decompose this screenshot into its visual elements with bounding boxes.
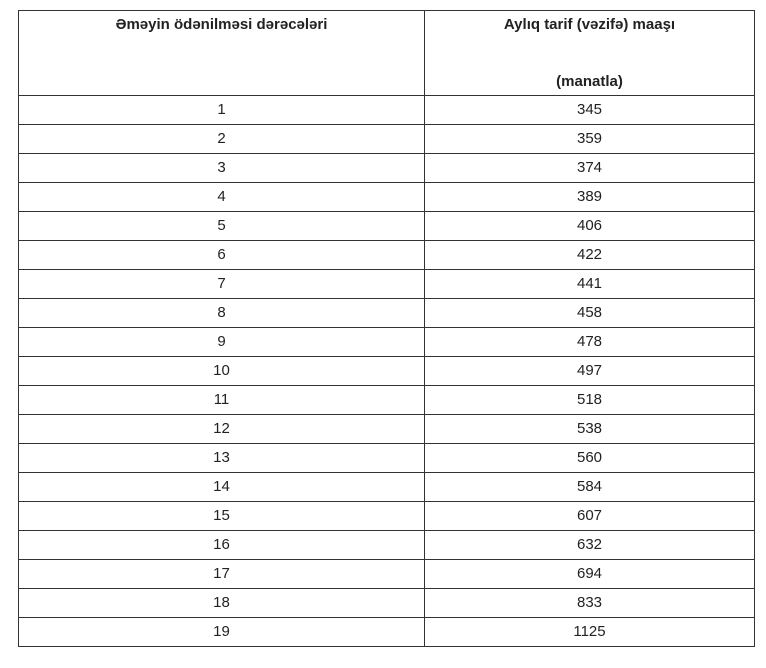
cell-salary: 478 <box>425 328 755 357</box>
cell-grade: 6 <box>19 241 425 270</box>
table-row <box>19 125 755 154</box>
table-row <box>19 154 755 183</box>
cell-salary: 694 <box>425 560 755 589</box>
table-header <box>19 11 755 96</box>
cell-grade: 11 <box>19 386 425 415</box>
header-grade-label: Əməyin ödənilməsi dərəcələri <box>115 16 328 33</box>
cell-grade: 13 <box>19 444 425 473</box>
cell-grade: 18 <box>19 589 425 618</box>
cell-grade: 2 <box>19 125 425 154</box>
cell-grade: 17 <box>19 560 425 589</box>
table-row <box>19 386 755 415</box>
cell-grade: 3 <box>19 154 425 183</box>
cell-salary: 833 <box>425 589 755 618</box>
header-salary-label: Aylıq tarif (vəzifə) maaşı <box>503 16 676 33</box>
table-row <box>19 241 755 270</box>
cell-grade: 4 <box>19 183 425 212</box>
table-row <box>19 502 755 531</box>
cell-salary: 406 <box>425 212 755 241</box>
cell-grade: 10 <box>19 357 425 386</box>
header-row <box>19 11 755 96</box>
table-row <box>19 183 755 212</box>
table-row <box>19 357 755 386</box>
cell-grade: 14 <box>19 473 425 502</box>
cell-salary: 497 <box>425 357 755 386</box>
cell-grade: 9 <box>19 328 425 357</box>
cell-salary: 422 <box>425 241 755 270</box>
cell-salary: 374 <box>425 154 755 183</box>
cell-salary: 458 <box>425 299 755 328</box>
cell-grade: 7 <box>19 270 425 299</box>
cell-grade: 16 <box>19 531 425 560</box>
cell-salary: 441 <box>425 270 755 299</box>
cell-grade: 12 <box>19 415 425 444</box>
salary-table-container <box>18 10 755 647</box>
cell-grade: 1 <box>19 96 425 125</box>
table-row <box>19 531 755 560</box>
table-row <box>19 96 755 125</box>
table-row <box>19 589 755 618</box>
cell-grade: 15 <box>19 502 425 531</box>
cell-salary: 538 <box>425 415 755 444</box>
header-grade <box>19 11 425 96</box>
cell-grade: 19 <box>19 618 425 647</box>
cell-grade: 8 <box>19 299 425 328</box>
cell-salary: 389 <box>425 183 755 212</box>
cell-salary: 632 <box>425 531 755 560</box>
cell-salary: 518 <box>425 386 755 415</box>
cell-grade: 5 <box>19 212 425 241</box>
cell-salary: 607 <box>425 502 755 531</box>
table-row <box>19 270 755 299</box>
cell-salary: 345 <box>425 96 755 125</box>
cell-salary: 560 <box>425 444 755 473</box>
table-row <box>19 299 755 328</box>
table-row <box>19 415 755 444</box>
cell-salary: 1125 <box>425 618 755 647</box>
table-row <box>19 444 755 473</box>
cell-salary: 359 <box>425 125 755 154</box>
table-row <box>19 473 755 502</box>
header-salary-unit: (manatla) <box>556 73 623 90</box>
table-body <box>19 96 755 647</box>
salary-grade-table <box>18 10 755 647</box>
table-row <box>19 212 755 241</box>
header-salary <box>425 11 755 96</box>
table-row <box>19 328 755 357</box>
table-row <box>19 618 755 647</box>
table-row <box>19 560 755 589</box>
cell-salary: 584 <box>425 473 755 502</box>
